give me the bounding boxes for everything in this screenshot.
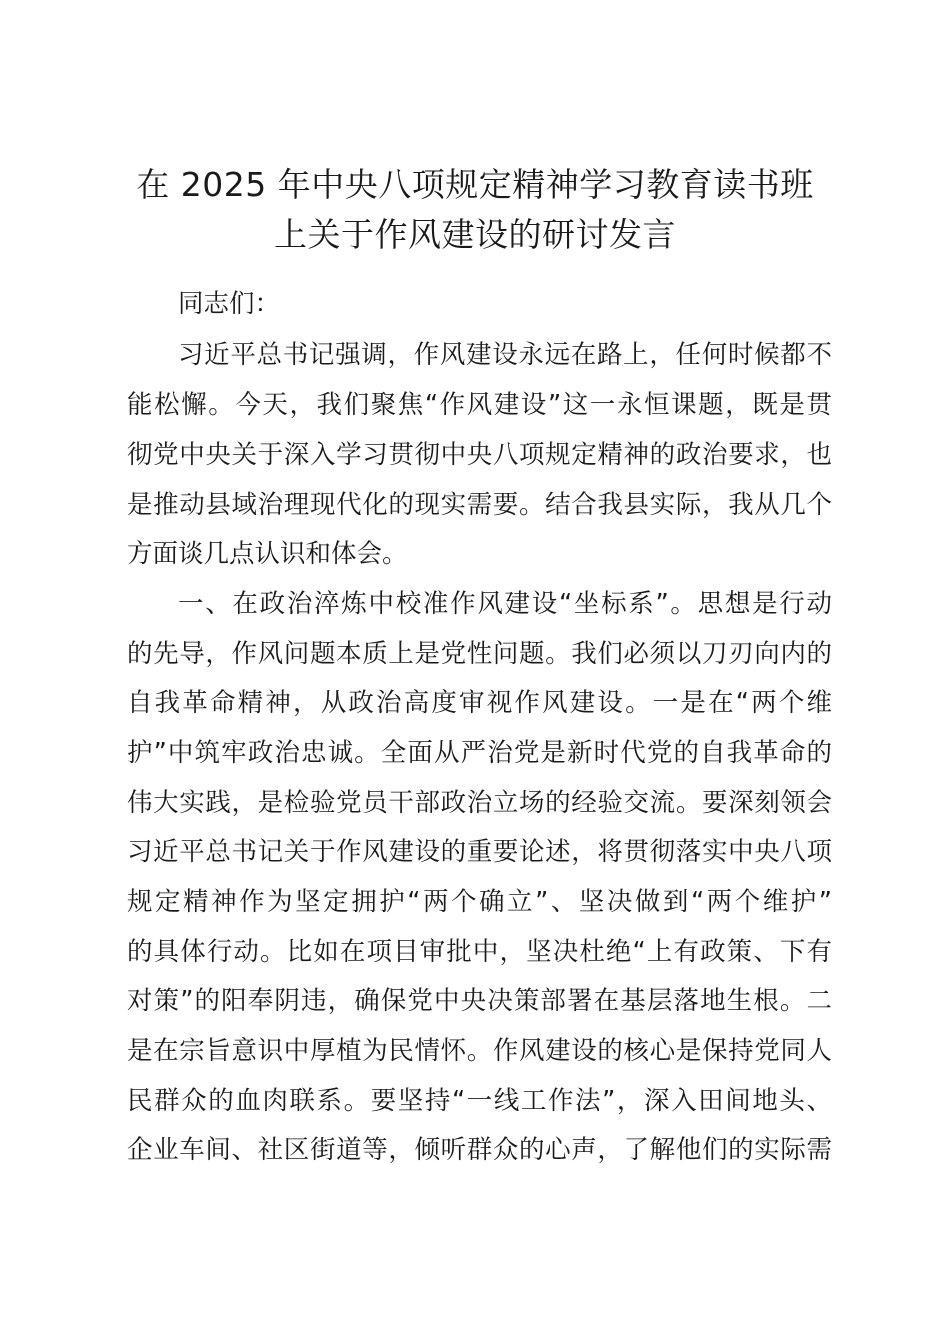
body-line: 的具体行动。比如在项目审批中，坚决杜绝“上有政策、下有 — [127, 937, 832, 967]
body-line: 一、在政治淬炼中校准作风建设“坐标系”。思想是行动 — [178, 589, 832, 619]
body-line: 护”中筑牢政治忠诚。全面从严治党是新时代党的自我革命的 — [127, 738, 832, 768]
body-line: 企业车间、社区街道等，倾听群众的心声，了解他们的实际需 — [127, 1135, 832, 1165]
body-line: 习近平总书记关于作风建设的重要论述，将贯彻落实中央八项 — [127, 837, 832, 867]
body-line: 的先导，作风问题本质上是党性问题。我们必须以刀刃向内的 — [127, 639, 832, 669]
body-line: 能松懈。今天，我们聚焦“作风建设”这一永恒课题，既是贯 — [127, 390, 832, 420]
body-line: 对策”的阳奉阴违，确保党中央决策部署在基层落地生根。二 — [127, 986, 832, 1016]
body-line: 习近平总书记强调，作风建设永远在路上，任何时候都不 — [178, 340, 832, 370]
salutation: 同志们： — [178, 289, 281, 319]
document-title-line-2: 上关于作风建设的研讨发言 — [274, 215, 676, 254]
body-line: 是在宗旨意识中厚植为民情怀。作风建设的核心是保持党同人 — [127, 1036, 832, 1066]
document-title-line-1: 在 2025 年中央八项规定精神学习教育读书班 — [136, 165, 814, 204]
body-line: 自我革命精神，从政治高度审视作风建设。一是在“两个维 — [127, 688, 832, 718]
body-line: 方面谈几点认识和体会。 — [127, 539, 408, 569]
body-line: 规定精神作为坚定拥护“两个确立”、坚决做到“两个维护” — [127, 887, 832, 917]
body-line: 伟大实践，是检验党员干部政治立场的经验交流。要深刻领会 — [127, 788, 832, 818]
body-line: 彻党中央关于深入学习贯彻中央八项规定精神的政治要求，也 — [127, 440, 832, 470]
body-line: 民群众的血肉联系。要坚持“一线工作法”，深入田间地头、 — [127, 1086, 832, 1116]
body-line: 是推动县域治理现代化的现实需要。结合我县实际，我从几个 — [127, 490, 832, 520]
